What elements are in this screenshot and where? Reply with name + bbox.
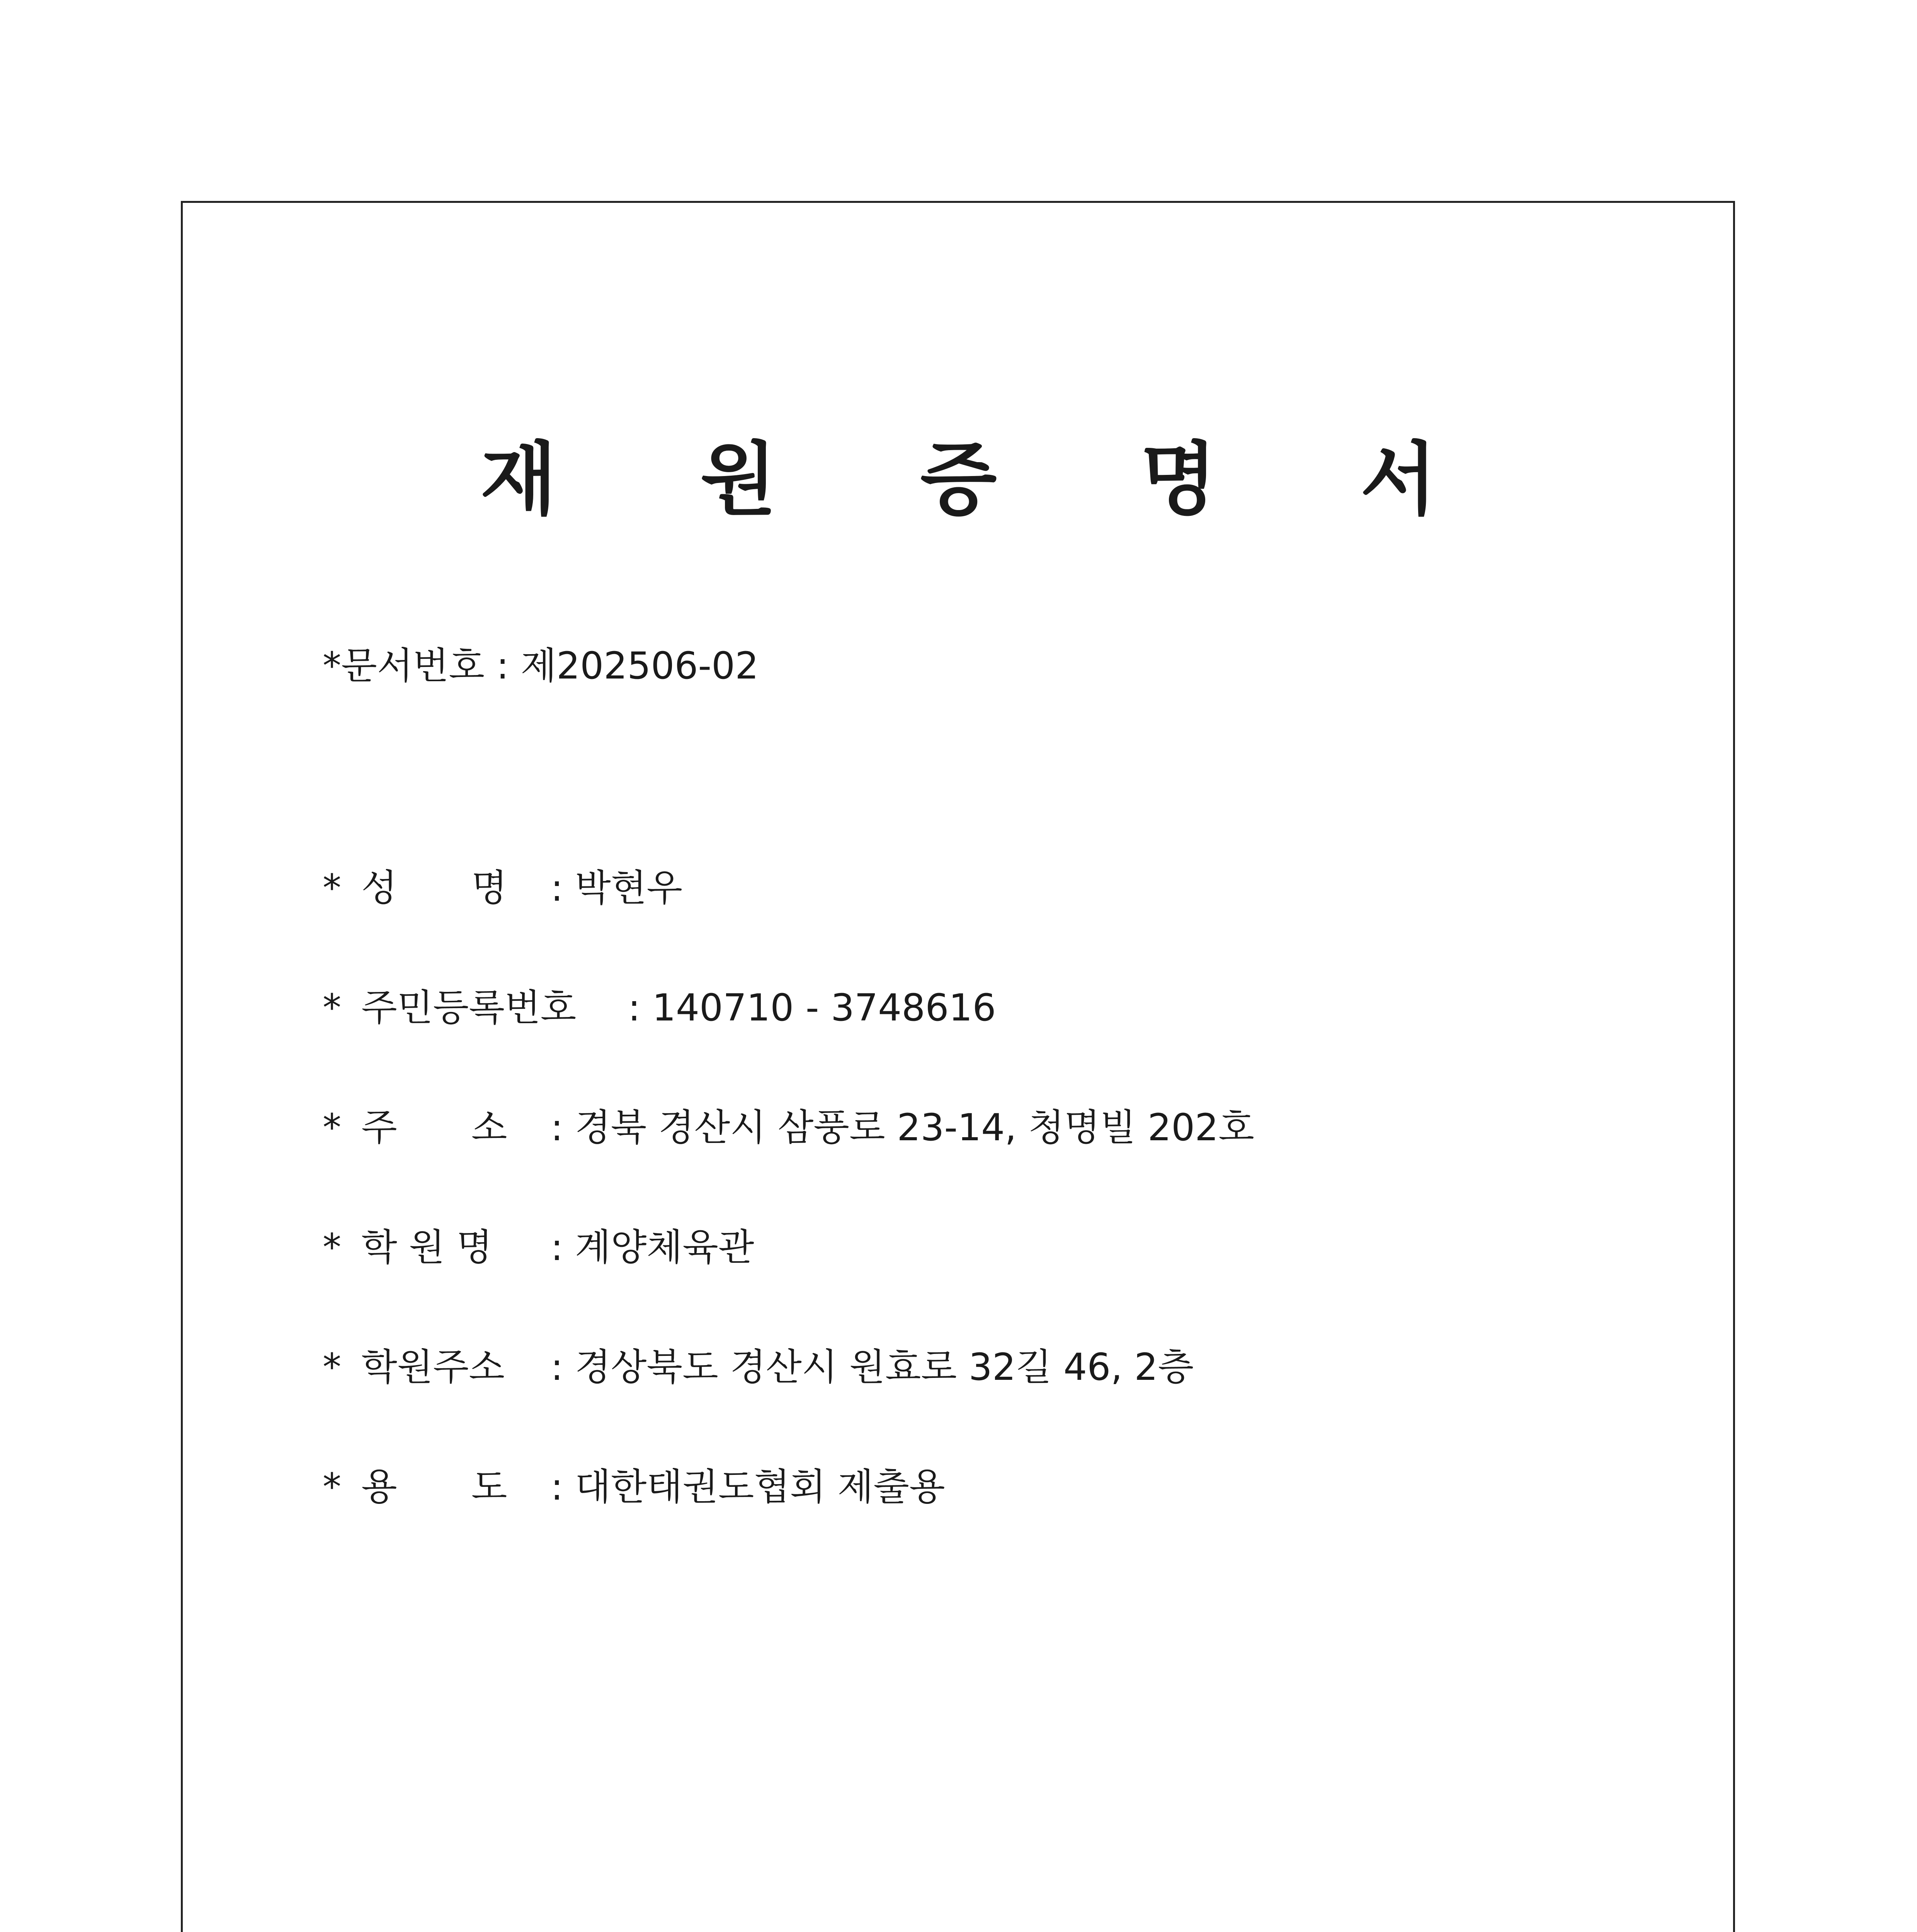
field-bullet: * [323, 1226, 341, 1269]
field-label-academy-address: 학원주소 [361, 1345, 505, 1389]
field-label-academy-name: 학 원 명 [361, 1226, 493, 1269]
field-value-resident-number: : 140710 - 3748616 [628, 986, 996, 1029]
field-value-academy-name: : 계양체육관 [551, 1226, 754, 1269]
field-bullet: * [323, 1345, 341, 1389]
field-label-address: 주 소 [361, 1106, 507, 1149]
field-bullet: * [323, 866, 341, 910]
document-number: *문서번호 : 제202506-02 [323, 644, 759, 687]
field-bullet: * [323, 986, 341, 1029]
field-label-resident-number: 주민등록번호 [361, 986, 577, 1029]
field-value-address: : 경북 경산시 삼풍로 23-14, 청명빌 202호 [551, 1106, 1254, 1149]
field-value-purpose: : 대한태권도협회 제출용 [551, 1465, 945, 1509]
document-title: 재 원 증 명 서 [480, 434, 1495, 526]
field-bullet: * [323, 1106, 341, 1149]
field-label-name: 성 명 [361, 866, 507, 910]
field-value-academy-address: : 경상북도 경산시 원효로 32길 46, 2층 [551, 1345, 1194, 1389]
field-label-purpose: 용 도 [361, 1465, 507, 1509]
field-value-name: : 박현우 [551, 866, 683, 910]
field-bullet: * [323, 1465, 341, 1509]
